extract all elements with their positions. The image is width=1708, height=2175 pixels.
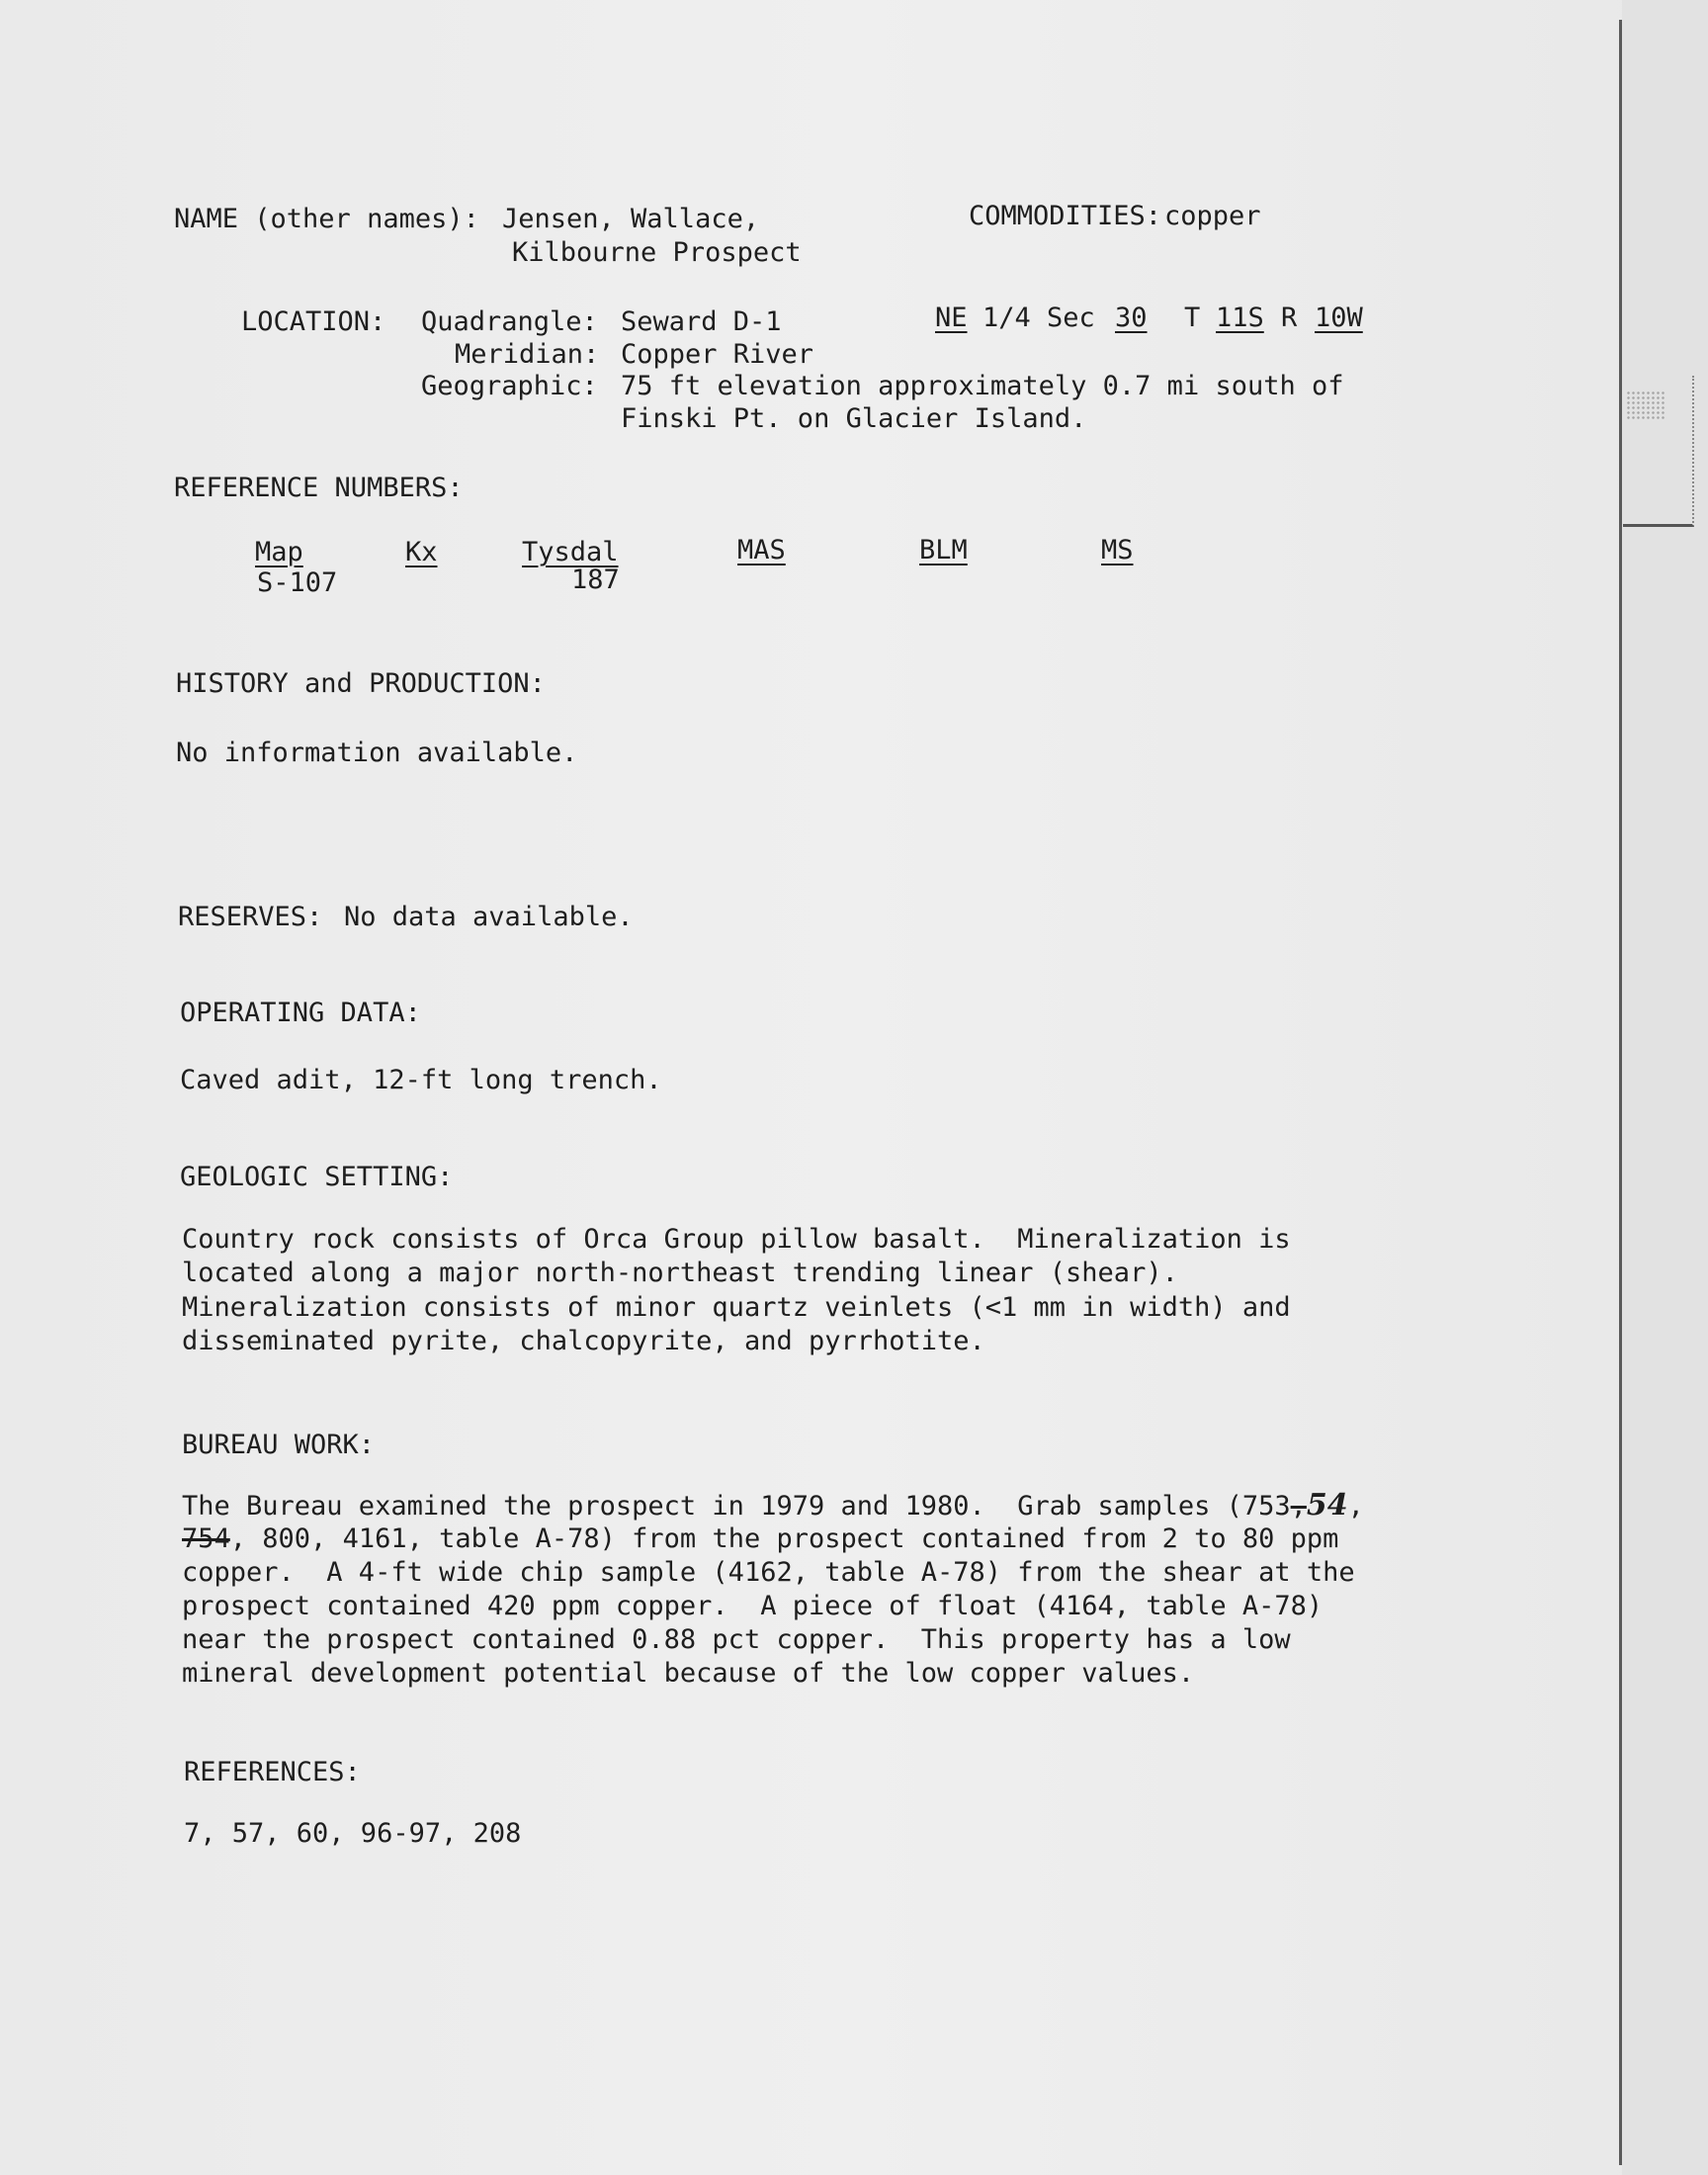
name-line2: Kilbourne Prospect xyxy=(512,237,802,268)
quarter-value: NE xyxy=(935,303,968,333)
handwritten-correction: 54 xyxy=(1306,1488,1348,1522)
operating-label: OPERATING DATA: xyxy=(180,998,421,1028)
quarter-text: 1/4 Sec xyxy=(982,303,1095,333)
bureau-line-1-text: The Bureau examined the prospect in 1979 and 1980. Grab samples (753 xyxy=(182,1491,1291,1522)
range-value: 10W xyxy=(1315,303,1363,333)
scan-edge-line xyxy=(1619,20,1622,2165)
geologic-line: Country rock consists of Orca Group pillow basalt. Mineralization is xyxy=(182,1224,1291,1255)
bureau-line: copper. A 4-ft wide chip sample (4162, table A-78) from the shear at the xyxy=(182,1557,1355,1588)
ref-mas-label: MAS xyxy=(737,535,786,566)
ref-kx-label: Kx xyxy=(405,537,438,567)
quadrangle-value: Seward D-1 xyxy=(621,306,782,337)
meridian-value: Copper River xyxy=(621,339,814,370)
quadrangle-label: Quadrangle: xyxy=(421,306,598,337)
name-label: NAME (other names): xyxy=(174,204,479,234)
bureau-line-2 xyxy=(182,1522,1338,1556)
commodities-label: COMMODITIES: xyxy=(969,201,1162,231)
ref-map-value: S-107 xyxy=(257,567,338,598)
operating-text: Caved adit, 12-ft long trench. xyxy=(180,1065,662,1095)
scan-dots xyxy=(1626,391,1665,420)
geologic-line: located along a major north-northeast trending linear (shear). xyxy=(182,1258,1178,1288)
geographic-line1: 75 ft elevation approximately 0.7 mi south of xyxy=(621,371,1344,401)
references-text: 7, 57, 60, 96-97, 208 xyxy=(184,1818,522,1849)
bureau-line-2-text: , 800, 4161, table A-78) from the prospect contained from 2 to 80 ppm xyxy=(229,1523,1339,1554)
location-label: LOCATION: xyxy=(241,306,386,337)
ref-map-label: Map xyxy=(255,537,303,567)
reserves-label: RESERVES: xyxy=(178,902,323,932)
bureau-line: prospect contained 420 ppm copper. A piece of float (4164, table A-78) xyxy=(182,1591,1324,1621)
bureau-label: BUREAU WORK: xyxy=(182,1430,376,1460)
scan-edge-band xyxy=(1622,0,1708,2175)
geographic-line2: Finski Pt. on Glacier Island. xyxy=(621,403,1087,434)
bureau-line-1-end: , xyxy=(1347,1491,1364,1522)
range-label: R xyxy=(1281,303,1298,333)
name-line1: Jensen, Wallace, xyxy=(502,204,760,234)
bureau-line: near the prospect contained 0.88 pct copper. This property has a low xyxy=(182,1624,1291,1655)
ref-blm-label: BLM xyxy=(919,535,968,566)
geologic-line: Mineralization consists of minor quartz veinlets (<1 mm in width) and xyxy=(182,1292,1291,1323)
reference-numbers-label: REFERENCE NUMBERS: xyxy=(174,473,464,503)
meridian-label: Meridian: xyxy=(455,339,600,370)
history-label: HISTORY and PRODUCTION: xyxy=(176,668,546,699)
commodities-value: copper xyxy=(1164,201,1261,231)
township-label: T xyxy=(1184,303,1201,333)
geologic-label: GEOLOGIC SETTING: xyxy=(180,1162,454,1192)
struck-sample-number: 754 xyxy=(182,1523,230,1554)
reserves-text: No data available. xyxy=(344,902,634,932)
ref-tysdal-value: 187 xyxy=(571,565,620,595)
ref-ms-label: MS xyxy=(1101,535,1134,566)
history-text: No information available. xyxy=(176,738,578,768)
bureau-line: mineral development potential because of the low copper values. xyxy=(182,1658,1195,1689)
township-value: 11S xyxy=(1216,303,1264,333)
bureau-line-1 xyxy=(182,1489,1364,1523)
section-value: 30 xyxy=(1115,303,1148,333)
struck-text: , xyxy=(1290,1491,1307,1522)
ref-tysdal-label: Tysdal xyxy=(522,537,619,567)
references-label: REFERENCES: xyxy=(184,1757,361,1787)
geologic-line: disseminated pyrite, chalcopyrite, and pyrrhotite. xyxy=(182,1326,985,1356)
geographic-label: Geographic: xyxy=(421,371,598,401)
